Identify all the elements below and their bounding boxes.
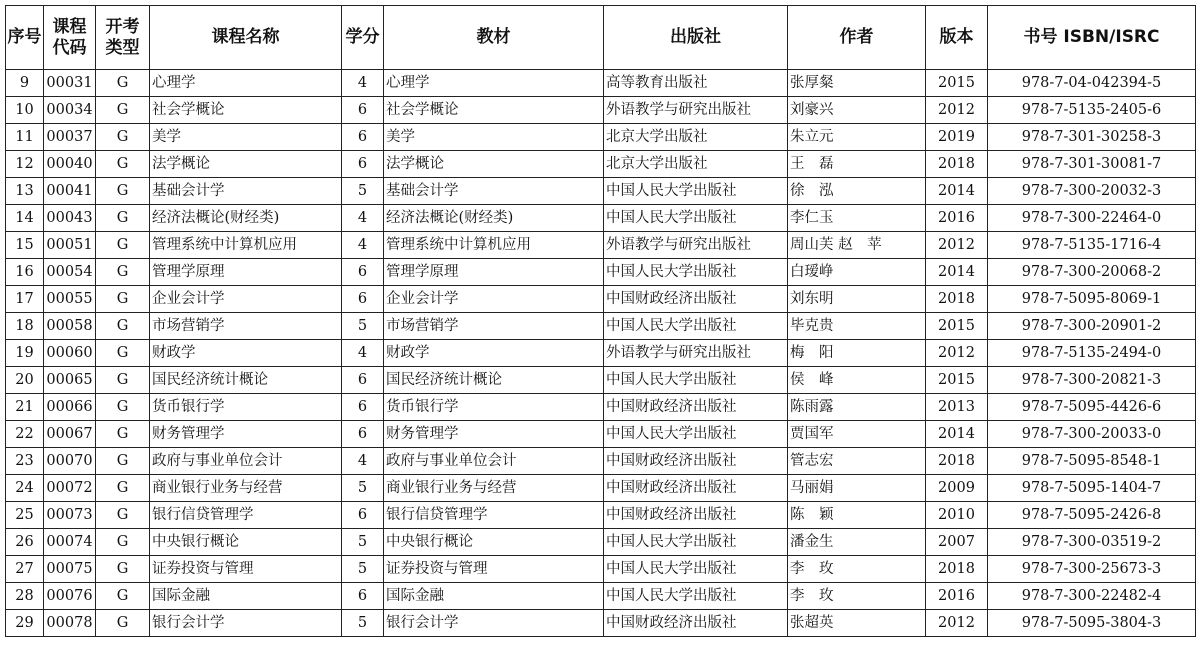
cell-code: 00060	[44, 340, 96, 367]
cell-seq: 14	[6, 205, 44, 232]
cell-credit: 6	[342, 286, 384, 313]
table-row	[6, 448, 1196, 475]
cell-edition: 2016	[926, 583, 988, 610]
cell-isbn: 978-7-5095-8069-1	[988, 286, 1196, 313]
cell-isbn: 978-7-300-20821-3	[988, 367, 1196, 394]
cell-seq: 23	[6, 448, 44, 475]
cell-publisher: 中国财政经济出版社	[604, 394, 788, 421]
cell-code: 00065	[44, 367, 96, 394]
cell-type: G	[96, 610, 150, 637]
cell-publisher: 中国人民大学出版社	[604, 367, 788, 394]
cell-edition: 2018	[926, 151, 988, 178]
table-row	[6, 502, 1196, 529]
cell-name: 证券投资与管理	[150, 556, 342, 583]
cell-publisher: 中国人民大学出版社	[604, 583, 788, 610]
cell-edition: 2014	[926, 178, 988, 205]
cell-textbook: 美学	[384, 124, 604, 151]
cell-edition: 2007	[926, 529, 988, 556]
cell-type: G	[96, 232, 150, 259]
cell-seq: 24	[6, 475, 44, 502]
cell-name: 商业银行业务与经营	[150, 475, 342, 502]
cell-code: 00070	[44, 448, 96, 475]
cell-credit: 5	[342, 610, 384, 637]
table-row	[6, 367, 1196, 394]
cell-isbn: 978-7-5095-4426-6	[988, 394, 1196, 421]
cell-seq: 22	[6, 421, 44, 448]
header-row	[6, 6, 1196, 70]
cell-credit: 4	[342, 340, 384, 367]
cell-edition: 2018	[926, 286, 988, 313]
header-publisher: 出版社	[604, 6, 788, 70]
cell-author: 王 磊	[788, 151, 926, 178]
table-row	[6, 259, 1196, 286]
cell-author: 白瑷峥	[788, 259, 926, 286]
header-isbn: 书号 ISBN/ISRC	[988, 6, 1196, 70]
cell-code: 00076	[44, 583, 96, 610]
cell-isbn: 978-7-300-20901-2	[988, 313, 1196, 340]
cell-isbn: 978-7-300-20033-0	[988, 421, 1196, 448]
cell-credit: 4	[342, 205, 384, 232]
cell-isbn: 978-7-04-042394-5	[988, 70, 1196, 97]
cell-credit: 4	[342, 70, 384, 97]
cell-credit: 5	[342, 556, 384, 583]
table-row	[6, 394, 1196, 421]
cell-author: 李仁玉	[788, 205, 926, 232]
cell-isbn: 978-7-300-20032-3	[988, 178, 1196, 205]
cell-code: 00078	[44, 610, 96, 637]
cell-publisher: 中国人民大学出版社	[604, 556, 788, 583]
cell-author: 马丽娟	[788, 475, 926, 502]
cell-author: 张超英	[788, 610, 926, 637]
cell-name: 政府与事业单位会计	[150, 448, 342, 475]
cell-code: 00072	[44, 475, 96, 502]
cell-credit: 5	[342, 313, 384, 340]
cell-type: G	[96, 178, 150, 205]
header-seq: 序号	[6, 6, 44, 70]
cell-type: G	[96, 421, 150, 448]
cell-textbook: 财务管理学	[384, 421, 604, 448]
cell-seq: 29	[6, 610, 44, 637]
cell-code: 00075	[44, 556, 96, 583]
cell-seq: 9	[6, 70, 44, 97]
cell-edition: 2018	[926, 448, 988, 475]
cell-name: 心理学	[150, 70, 342, 97]
cell-textbook: 银行会计学	[384, 610, 604, 637]
cell-author: 刘豪兴	[788, 97, 926, 124]
cell-textbook: 国民经济统计概论	[384, 367, 604, 394]
cell-seq: 28	[6, 583, 44, 610]
cell-type: G	[96, 529, 150, 556]
cell-seq: 13	[6, 178, 44, 205]
cell-type: G	[96, 448, 150, 475]
cell-name: 社会学概论	[150, 97, 342, 124]
cell-edition: 2014	[926, 259, 988, 286]
cell-credit: 5	[342, 178, 384, 205]
cell-author: 陈雨露	[788, 394, 926, 421]
table-row	[6, 70, 1196, 97]
cell-credit: 5	[342, 475, 384, 502]
cell-publisher: 中国人民大学出版社	[604, 259, 788, 286]
cell-textbook: 管理学原理	[384, 259, 604, 286]
cell-isbn: 978-7-5095-2426-8	[988, 502, 1196, 529]
table-row	[6, 340, 1196, 367]
cell-isbn: 978-7-300-25673-3	[988, 556, 1196, 583]
cell-name: 管理学原理	[150, 259, 342, 286]
cell-textbook: 社会学概论	[384, 97, 604, 124]
cell-type: G	[96, 313, 150, 340]
table-row	[6, 313, 1196, 340]
cell-author: 潘金生	[788, 529, 926, 556]
cell-author: 梅 阳	[788, 340, 926, 367]
header-edition: 版本	[926, 6, 988, 70]
cell-seq: 21	[6, 394, 44, 421]
cell-textbook: 商业银行业务与经营	[384, 475, 604, 502]
cell-author: 朱立元	[788, 124, 926, 151]
cell-type: G	[96, 556, 150, 583]
cell-name: 中央银行概论	[150, 529, 342, 556]
header-name: 课程名称	[150, 6, 342, 70]
cell-isbn: 978-7-5135-2494-0	[988, 340, 1196, 367]
cell-name: 美学	[150, 124, 342, 151]
cell-publisher: 中国人民大学出版社	[604, 421, 788, 448]
cell-type: G	[96, 259, 150, 286]
cell-code: 00043	[44, 205, 96, 232]
cell-textbook: 企业会计学	[384, 286, 604, 313]
cell-seq: 15	[6, 232, 44, 259]
cell-seq: 25	[6, 502, 44, 529]
cell-edition: 2009	[926, 475, 988, 502]
cell-type: G	[96, 367, 150, 394]
cell-edition: 2019	[926, 124, 988, 151]
cell-name: 国际金融	[150, 583, 342, 610]
cell-publisher: 外语教学与研究出版社	[604, 340, 788, 367]
cell-edition: 2015	[926, 313, 988, 340]
cell-textbook: 心理学	[384, 70, 604, 97]
cell-publisher: 高等教育出版社	[604, 70, 788, 97]
table-row	[6, 97, 1196, 124]
table-row	[6, 124, 1196, 151]
header-author: 作者	[788, 6, 926, 70]
cell-type: G	[96, 475, 150, 502]
cell-type: G	[96, 97, 150, 124]
cell-credit: 6	[342, 151, 384, 178]
cell-publisher: 北京大学出版社	[604, 124, 788, 151]
cell-name: 基础会计学	[150, 178, 342, 205]
table-body	[6, 70, 1196, 637]
cell-seq: 18	[6, 313, 44, 340]
cell-author: 陈 颖	[788, 502, 926, 529]
cell-seq: 26	[6, 529, 44, 556]
cell-publisher: 中国财政经济出版社	[604, 286, 788, 313]
cell-type: G	[96, 286, 150, 313]
cell-isbn: 978-7-300-03519-2	[988, 529, 1196, 556]
cell-credit: 6	[342, 97, 384, 124]
cell-edition: 2016	[926, 205, 988, 232]
cell-edition: 2015	[926, 367, 988, 394]
cell-textbook: 财政学	[384, 340, 604, 367]
cell-isbn: 978-7-5135-1716-4	[988, 232, 1196, 259]
cell-textbook: 政府与事业单位会计	[384, 448, 604, 475]
cell-isbn: 978-7-300-22482-4	[988, 583, 1196, 610]
cell-type: G	[96, 502, 150, 529]
cell-publisher: 中国人民大学出版社	[604, 313, 788, 340]
cell-textbook: 货币银行学	[384, 394, 604, 421]
cell-name: 银行信贷管理学	[150, 502, 342, 529]
cell-publisher: 中国人民大学出版社	[604, 205, 788, 232]
cell-code: 00041	[44, 178, 96, 205]
cell-author: 毕克贵	[788, 313, 926, 340]
cell-type: G	[96, 151, 150, 178]
cell-textbook: 国际金融	[384, 583, 604, 610]
cell-isbn: 978-7-5095-8548-1	[988, 448, 1196, 475]
cell-textbook: 经济法概论(财经类)	[384, 205, 604, 232]
cell-name: 市场营销学	[150, 313, 342, 340]
cell-textbook: 证券投资与管理	[384, 556, 604, 583]
cell-publisher: 中国财政经济出版社	[604, 475, 788, 502]
cell-seq: 19	[6, 340, 44, 367]
cell-credit: 4	[342, 448, 384, 475]
cell-author: 李 玫	[788, 583, 926, 610]
cell-code: 00067	[44, 421, 96, 448]
course-table	[5, 5, 1196, 637]
cell-code: 00073	[44, 502, 96, 529]
cell-name: 企业会计学	[150, 286, 342, 313]
header-type: 开考类型	[96, 6, 150, 70]
table-row	[6, 475, 1196, 502]
cell-author: 刘东明	[788, 286, 926, 313]
cell-code: 00066	[44, 394, 96, 421]
cell-edition: 2018	[926, 556, 988, 583]
table-row	[6, 151, 1196, 178]
cell-seq: 10	[6, 97, 44, 124]
cell-name: 银行会计学	[150, 610, 342, 637]
cell-edition: 2012	[926, 340, 988, 367]
cell-type: G	[96, 583, 150, 610]
cell-type: G	[96, 394, 150, 421]
cell-code: 00031	[44, 70, 96, 97]
cell-name: 经济法概论(财经类)	[150, 205, 342, 232]
cell-publisher: 北京大学出版社	[604, 151, 788, 178]
table-row	[6, 205, 1196, 232]
cell-edition: 2012	[926, 97, 988, 124]
cell-publisher: 中国财政经济出版社	[604, 502, 788, 529]
cell-credit: 6	[342, 583, 384, 610]
cell-isbn: 978-7-5095-3804-3	[988, 610, 1196, 637]
cell-edition: 2015	[926, 70, 988, 97]
cell-credit: 6	[342, 502, 384, 529]
header-code: 课程代码	[44, 6, 96, 70]
cell-code: 00040	[44, 151, 96, 178]
cell-textbook: 基础会计学	[384, 178, 604, 205]
cell-isbn: 978-7-5095-1404-7	[988, 475, 1196, 502]
cell-name: 财务管理学	[150, 421, 342, 448]
cell-name: 管理系统中计算机应用	[150, 232, 342, 259]
cell-code: 00074	[44, 529, 96, 556]
cell-textbook: 法学概论	[384, 151, 604, 178]
cell-credit: 6	[342, 421, 384, 448]
cell-publisher: 外语教学与研究出版社	[604, 232, 788, 259]
cell-seq: 17	[6, 286, 44, 313]
cell-publisher: 中国财政经济出版社	[604, 448, 788, 475]
table-row	[6, 232, 1196, 259]
cell-edition: 2010	[926, 502, 988, 529]
cell-isbn: 978-7-300-22464-0	[988, 205, 1196, 232]
cell-edition: 2012	[926, 232, 988, 259]
cell-seq: 11	[6, 124, 44, 151]
cell-textbook: 中央银行概论	[384, 529, 604, 556]
cell-publisher: 中国财政经济出版社	[604, 610, 788, 637]
cell-seq: 20	[6, 367, 44, 394]
cell-seq: 16	[6, 259, 44, 286]
cell-edition: 2014	[926, 421, 988, 448]
cell-credit: 4	[342, 232, 384, 259]
cell-credit: 6	[342, 124, 384, 151]
cell-name: 财政学	[150, 340, 342, 367]
header-credit: 学分	[342, 6, 384, 70]
cell-author: 张厚粲	[788, 70, 926, 97]
table-row	[6, 610, 1196, 637]
table-row	[6, 178, 1196, 205]
cell-author: 徐 泓	[788, 178, 926, 205]
table-row	[6, 286, 1196, 313]
cell-publisher: 外语教学与研究出版社	[604, 97, 788, 124]
cell-textbook: 管理系统中计算机应用	[384, 232, 604, 259]
cell-credit: 6	[342, 394, 384, 421]
cell-type: G	[96, 205, 150, 232]
cell-type: G	[96, 70, 150, 97]
cell-code: 00034	[44, 97, 96, 124]
cell-author: 侯 峰	[788, 367, 926, 394]
cell-isbn: 978-7-5135-2405-6	[988, 97, 1196, 124]
cell-code: 00037	[44, 124, 96, 151]
cell-isbn: 978-7-301-30258-3	[988, 124, 1196, 151]
cell-edition: 2013	[926, 394, 988, 421]
cell-code: 00051	[44, 232, 96, 259]
cell-author: 李 玫	[788, 556, 926, 583]
cell-type: G	[96, 124, 150, 151]
cell-name: 法学概论	[150, 151, 342, 178]
cell-credit: 6	[342, 367, 384, 394]
cell-author: 贾国军	[788, 421, 926, 448]
table-row	[6, 583, 1196, 610]
cell-name: 货币银行学	[150, 394, 342, 421]
table-row	[6, 556, 1196, 583]
cell-publisher: 中国人民大学出版社	[604, 529, 788, 556]
cell-name: 国民经济统计概论	[150, 367, 342, 394]
cell-isbn: 978-7-301-30081-7	[988, 151, 1196, 178]
cell-code: 00058	[44, 313, 96, 340]
cell-author: 管志宏	[788, 448, 926, 475]
cell-seq: 12	[6, 151, 44, 178]
cell-code: 00055	[44, 286, 96, 313]
cell-seq: 27	[6, 556, 44, 583]
cell-credit: 5	[342, 529, 384, 556]
cell-isbn: 978-7-300-20068-2	[988, 259, 1196, 286]
cell-edition: 2012	[926, 610, 988, 637]
table-row	[6, 421, 1196, 448]
header-textbook: 教材	[384, 6, 604, 70]
cell-publisher: 中国人民大学出版社	[604, 178, 788, 205]
cell-textbook: 银行信贷管理学	[384, 502, 604, 529]
table-row	[6, 529, 1196, 556]
cell-author: 周山芙 赵 苹	[788, 232, 926, 259]
cell-type: G	[96, 340, 150, 367]
cell-credit: 6	[342, 259, 384, 286]
cell-textbook: 市场营销学	[384, 313, 604, 340]
cell-code: 00054	[44, 259, 96, 286]
